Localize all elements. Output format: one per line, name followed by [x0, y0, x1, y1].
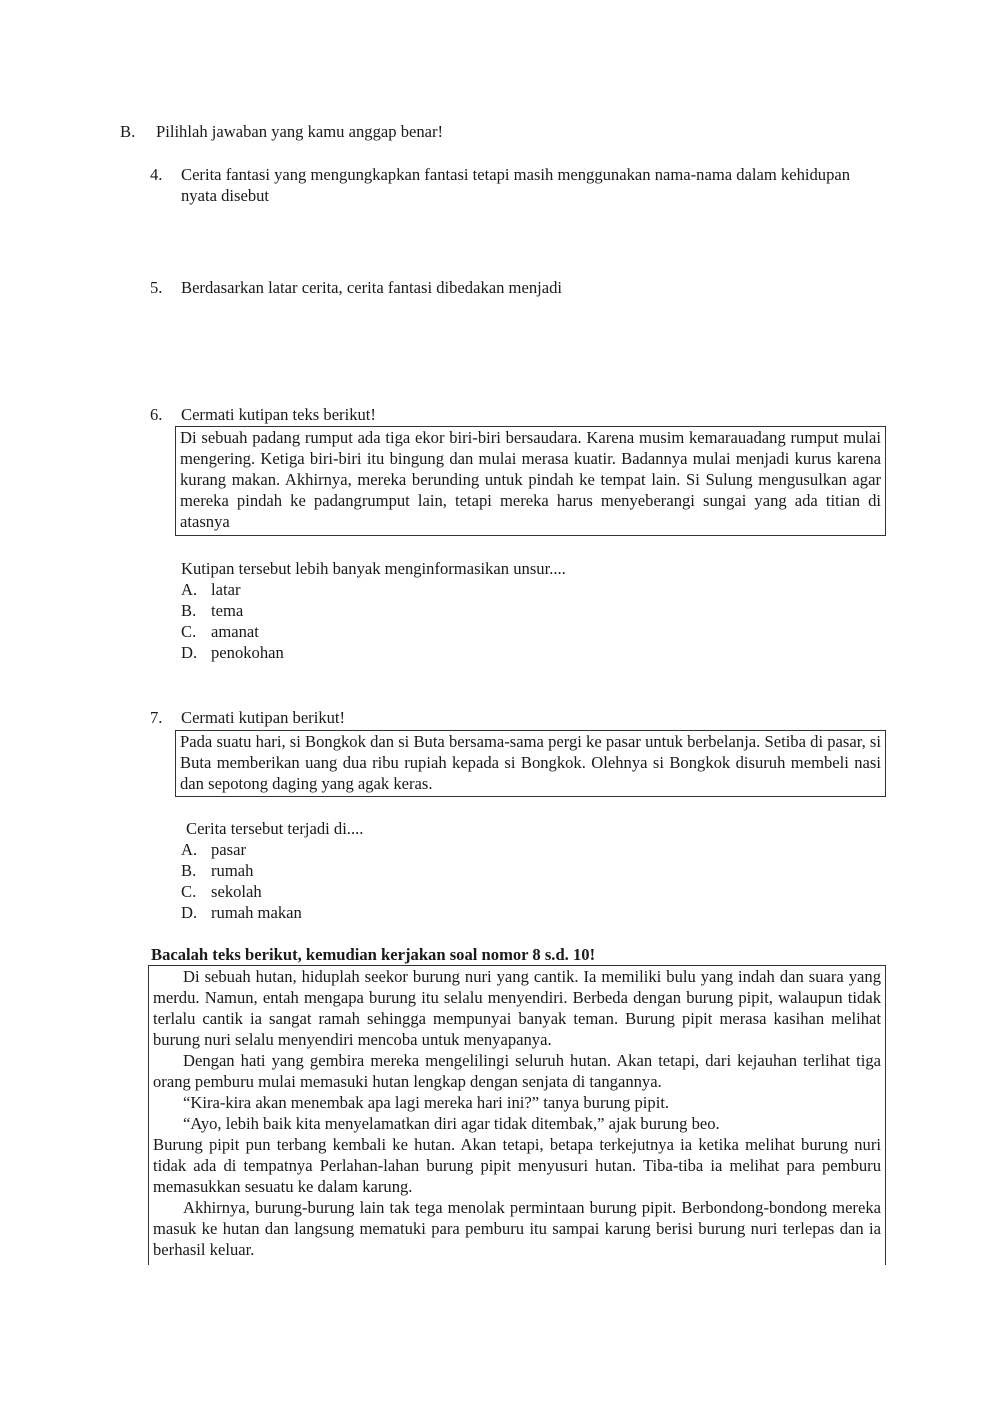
question-text: Cermati kutipan berikut! — [181, 708, 346, 727]
question-6 — [150, 404, 890, 425]
section-label: B. — [120, 122, 136, 141]
excerpt-text: Di sebuah padang rumput ada tiga ekor biri-biri bersaudara. Karena musim kemarauadang rumput mulai mengering. Ketiga biri-biri itu bingung dan mulai merasa kuatir. Badannya mulai menjadi kurus karena kurang makan. Akhirnya, mereka berunding untuk pindah ke tempat lain. Si Sulung mengusulkan agar mereka pindah ke padangrumput lain, tetapi mereka harus menyeberangi sungai yang ada titian di atasnya — [180, 428, 881, 531]
passage-paragraph: Di sebuah hutan, hiduplah seekor burung nuri yang cantik. Ia memiliki bulu yang indah dan suara yang merdu. Namun, entah mengapa burung itu selalu menyendiri. Berbeda dengan burung pipit, walaupun tidak terlalu cantik ia sangat ramah sehingga mempunyai banyak teman. Burung pipit merasa kasihan melihat burung nuri selalu menyendiri mencoba untuk menyapanya. — [153, 967, 881, 1049]
option-a[interactable]: A. latar — [181, 580, 241, 599]
question-prompt-q6: Kutipan tersebut lebih banyak menginformasikan unsur.... — [181, 559, 566, 578]
passage-paragraph: Akhirnya, burung-burung lain tak tega menolak permintaan burung pipit. Berbondong-bondong mereka masuk ke hutan dan langsung mematuki para pemburu itu sampai karung berisi burung nuri terlepas dan ia berhasil keluar. — [153, 1198, 881, 1259]
question-text: Cermati kutipan teks berikut! — [181, 405, 376, 424]
option-a[interactable]: A. pasar — [181, 840, 247, 859]
option-b[interactable]: B. tema — [181, 601, 244, 620]
question-5 — [150, 277, 890, 298]
question-number: 4. — [150, 165, 163, 184]
question-7 — [150, 707, 890, 728]
option-c[interactable]: C. sekolah — [181, 882, 262, 901]
question-prompt-q7: Cerita tersebut terjadi di.... — [186, 819, 364, 838]
option-d[interactable]: D. penokohan — [181, 643, 284, 662]
passage-paragraph: Burung pipit pun terbang kembali ke hutan. Akan tetapi, betapa terkejutnya ia ketika melihat burung nuri tidak ada di tempatnya Perlahan-lahan burung pipit menyusuri hutan. Tiba-tiba ia melihat para pemburu memasukkan sesuatu ke dalam karung. — [153, 1135, 881, 1196]
question-text: Berdasarkan latar cerita, cerita fantasi dibedakan menjadi — [181, 278, 562, 297]
excerpt-box-q6 — [175, 426, 886, 536]
option-d[interactable]: D. rumah makan — [181, 903, 302, 922]
excerpt-box-q7 — [175, 730, 886, 797]
question-number: 7. — [150, 708, 163, 727]
option-b[interactable]: B. rumah — [181, 861, 254, 880]
options-q6 — [181, 579, 284, 663]
question-text: Cerita fantasi yang mengungkapkan fantasi tetapi masih menggunakan nama-nama dalam kehidupan nyata disebut — [181, 165, 851, 205]
passage-paragraph: “Kira-kira akan menembak apa lagi mereka hari ini?” tanya burung pipit. — [183, 1093, 670, 1112]
options-q7 — [181, 839, 302, 923]
reading-heading: Bacalah teks berikut, kemudian kerjakan soal nomor 8 s.d. 10! — [151, 945, 596, 964]
passage-paragraph: Dengan hati yang gembira mereka mengelilingi seluruh hutan. Akan tetapi, dari kejauhan terlihat tiga orang pemburu mulai memasuki hutan lengkap dengan senjata di tangannya. — [153, 1051, 881, 1091]
reading-passage-box — [148, 965, 886, 1265]
question-number: 6. — [150, 405, 163, 424]
excerpt-text: Pada suatu hari, si Bongkok dan si Buta bersama-sama pergi ke pasar untuk berbelanja. Setiba di pasar, si Buta memberikan uang dua ribu rupiah kepada si Bongkok. Olehnya si Bongkok disuruh membeli nasi dan sepotong daging yang agak keras. — [180, 732, 881, 793]
section-title: Pilihlah jawaban yang kamu anggap benar! — [156, 122, 444, 141]
question-number: 5. — [150, 278, 163, 297]
question-4 — [150, 164, 890, 206]
passage-paragraph: “Ayo, lebih baik kita menyelamatkan diri agar tidak ditembak,” ajak burung beo. — [183, 1114, 720, 1133]
option-c[interactable]: C. amanat — [181, 622, 259, 641]
section-heading — [120, 121, 443, 142]
